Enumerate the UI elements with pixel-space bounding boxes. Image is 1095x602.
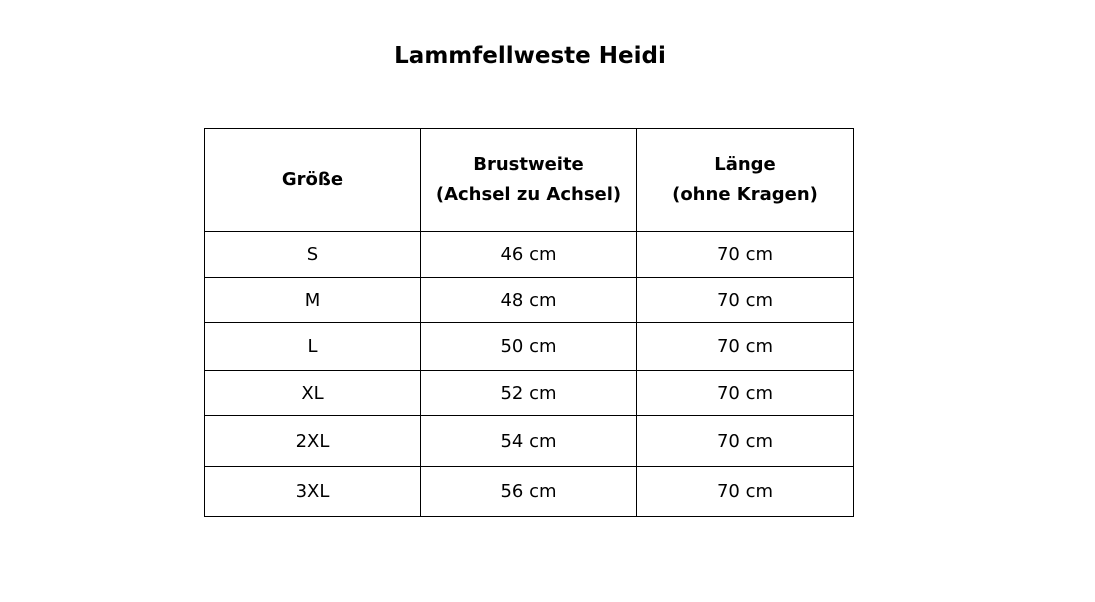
cell-size: L (205, 323, 421, 371)
cell-length: 70 cm (637, 232, 854, 278)
table-row (205, 323, 854, 371)
cell-size: XL (205, 371, 421, 416)
table-row (205, 232, 854, 278)
cell-chest: 54 cm (421, 416, 637, 467)
header-length-sublabel: (ohne Kragen) (672, 184, 818, 205)
header-length-label: Länge (714, 154, 776, 175)
cell-chest: 56 cm (421, 467, 637, 517)
cell-size: M (205, 278, 421, 323)
header-chest (421, 129, 637, 232)
page-title: Lammfellweste Heidi (394, 43, 666, 69)
cell-size: S (205, 232, 421, 278)
cell-chest: 48 cm (421, 278, 637, 323)
table-header-row (205, 129, 854, 232)
header-chest-sublabel: (Achsel zu Achsel) (435, 184, 622, 205)
cell-chest: 50 cm (421, 323, 637, 371)
cell-length: 70 cm (637, 278, 854, 323)
cell-length: 70 cm (637, 416, 854, 467)
cell-length: 70 cm (637, 371, 854, 416)
cell-length: 70 cm (637, 323, 854, 371)
header-size (205, 129, 421, 232)
cell-chest: 46 cm (421, 232, 637, 278)
header-size-label: Größe (281, 169, 344, 190)
size-chart-table (204, 128, 854, 517)
cell-chest: 52 cm (421, 371, 637, 416)
table-row (205, 371, 854, 416)
header-length (637, 129, 854, 232)
cell-size: 3XL (205, 467, 421, 517)
header-chest-label: Brustweite (473, 154, 584, 175)
table-row (205, 278, 854, 323)
cell-size: 2XL (205, 416, 421, 467)
table-row (205, 416, 854, 467)
cell-length: 70 cm (637, 467, 854, 517)
table-row (205, 467, 854, 517)
